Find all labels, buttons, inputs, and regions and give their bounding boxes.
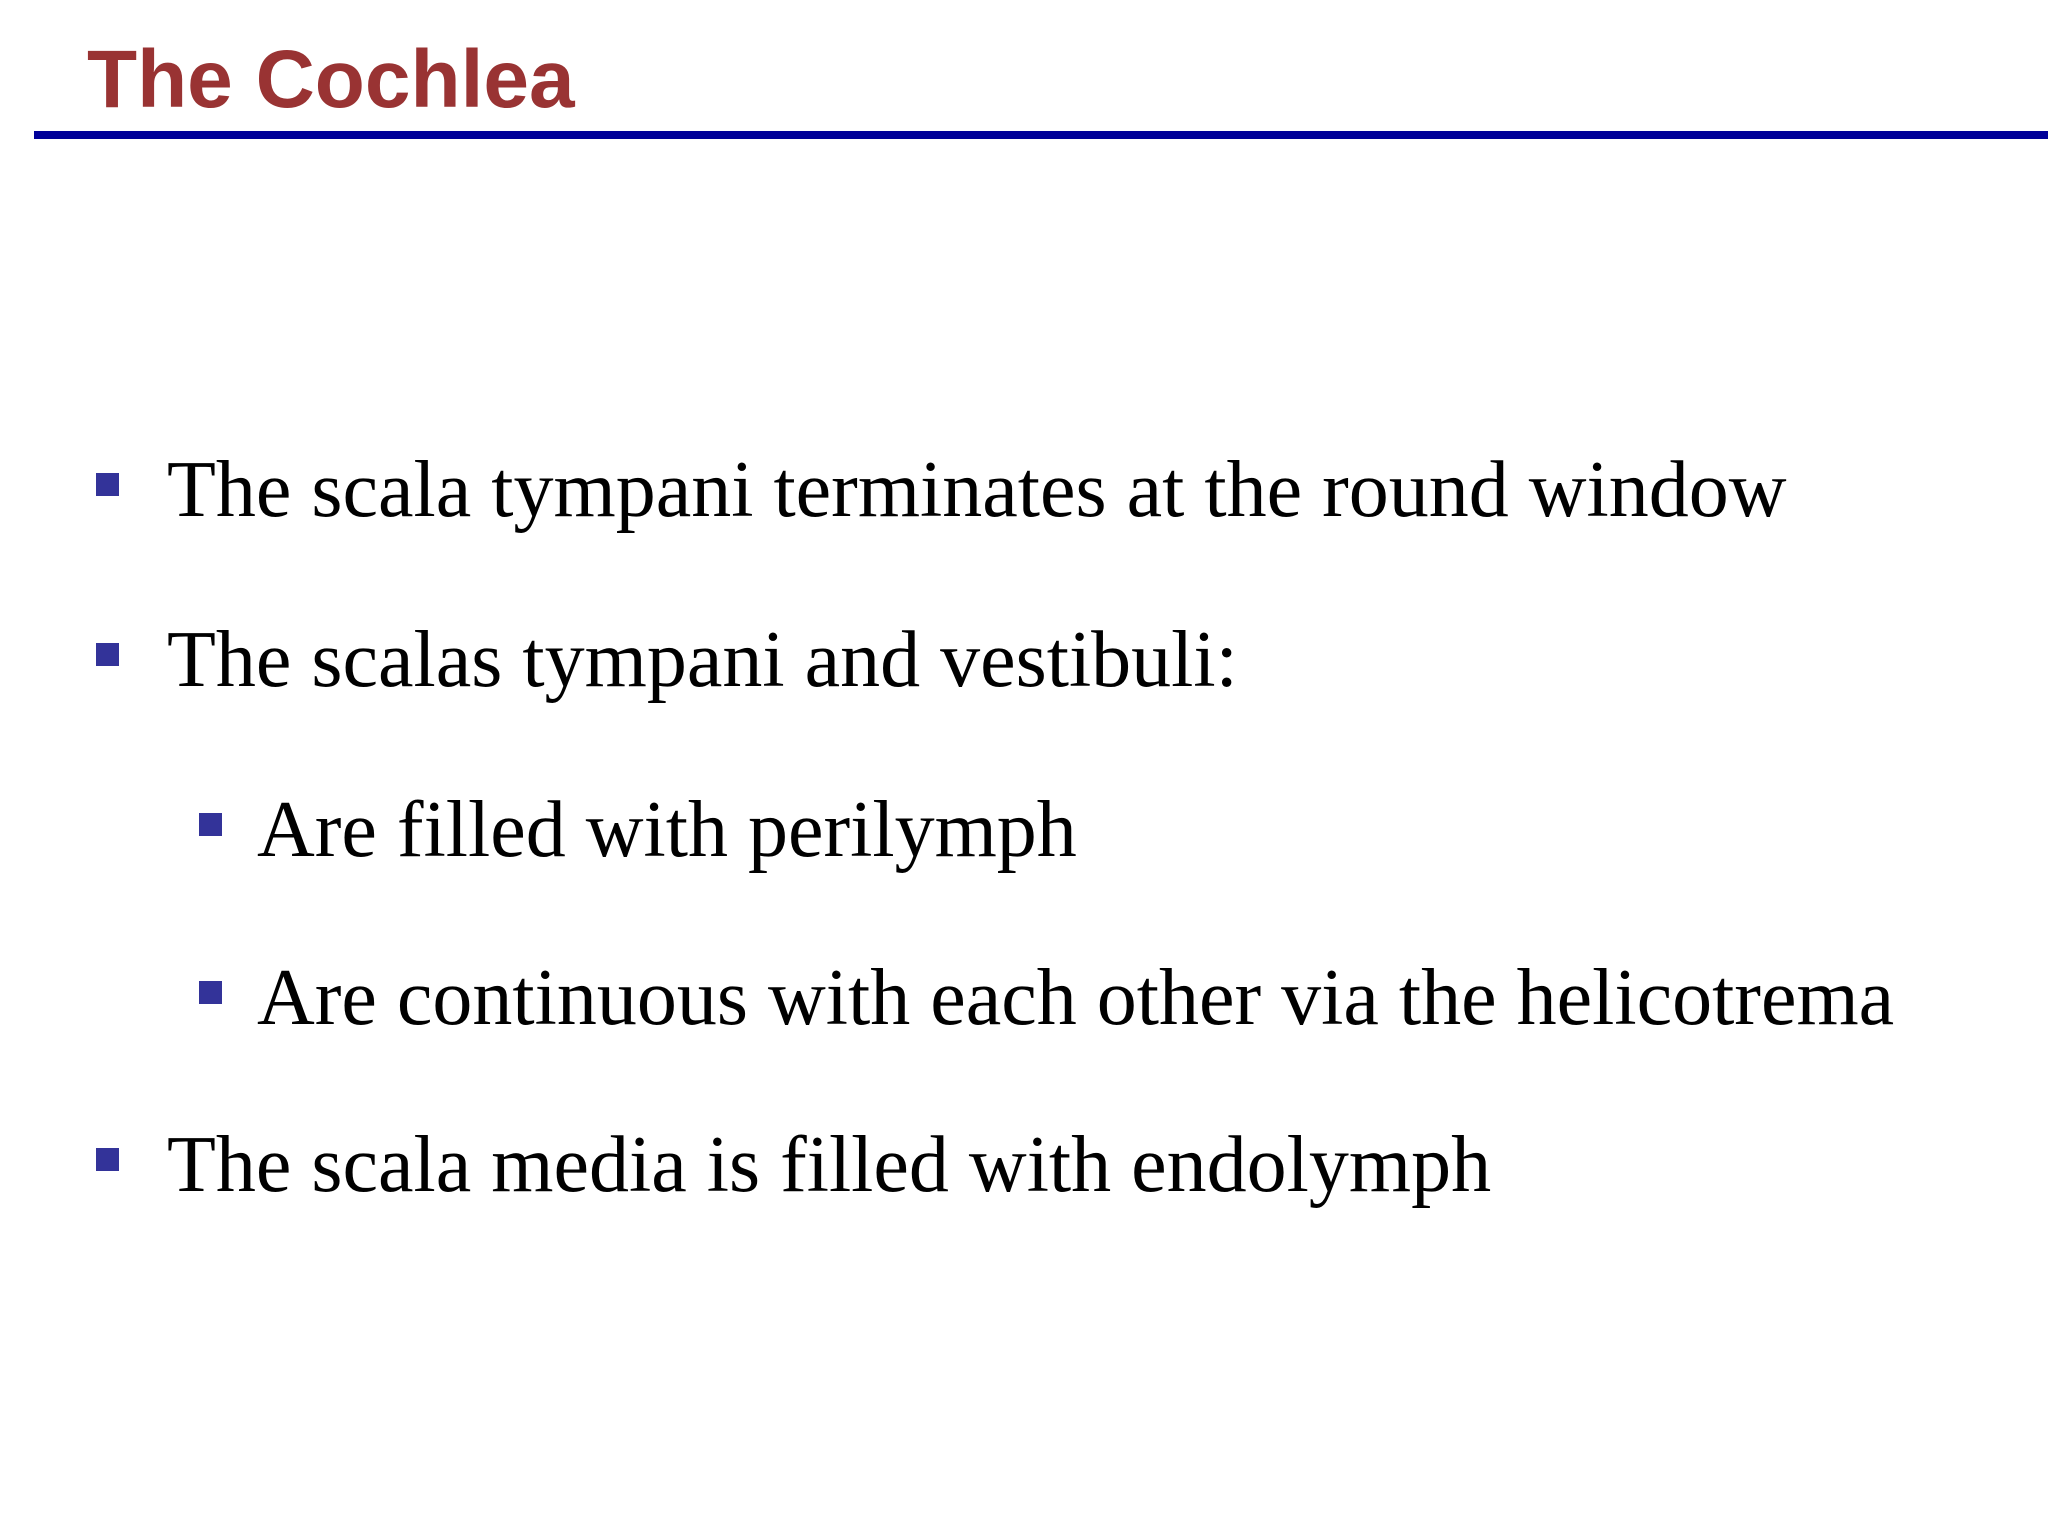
bullet-item [0,1115,2048,1215]
sub-bullet-text: Are continuous with each other via the helicotrema [257,954,1895,1042]
square-bullet-icon [199,981,222,1004]
sub-bullet-text: Are filled with perilymph [257,786,1077,874]
sub-bullet-item [0,780,2048,880]
square-bullet-icon [96,643,119,666]
bullet-item [0,440,2048,540]
bullet-text: The scala tympani terminates at the round window [167,446,1787,534]
slide-title: The Cochlea [87,34,575,125]
square-bullet-icon [199,813,222,836]
bullet-text: The scalas tympani and vestibuli: [167,616,1238,704]
square-bullet-icon [96,1148,119,1171]
square-bullet-icon [96,473,119,496]
bullet-text: The scala media is filled with endolymph [167,1121,1492,1209]
bullet-item [0,610,2048,710]
sub-bullet-item [0,948,2048,1048]
